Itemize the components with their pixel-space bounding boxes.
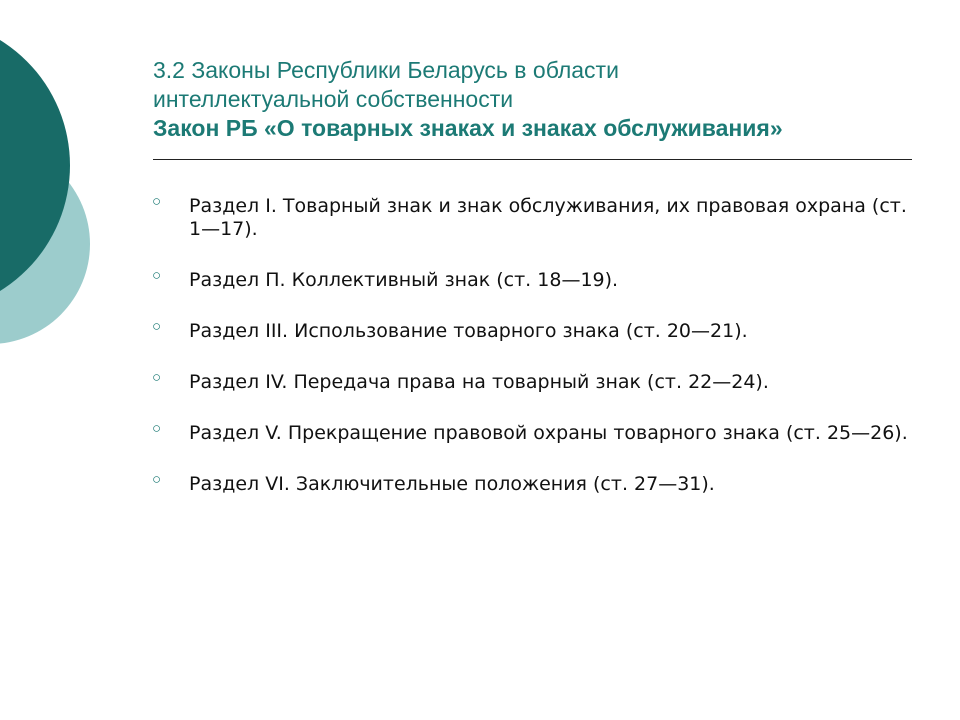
title-block [153, 56, 913, 143]
list-item [152, 269, 912, 292]
section-text: Раздел III. Использование товарного знака (ст. 20—21). [189, 320, 748, 342]
circle-bullet-icon: ○ [152, 369, 162, 386]
list-item [152, 195, 912, 241]
section-text: Раздел V. Прекращение правовой охраны товарного знака (ст. 25—26). [189, 422, 908, 444]
circle-bullet-icon: ○ [152, 267, 162, 284]
list-item [152, 320, 912, 343]
circle-bullet-icon: ○ [152, 318, 162, 335]
list-item [152, 422, 912, 445]
section-text: Раздел IV. Передача права на товарный знак (ст. 22—24). [189, 371, 769, 393]
circle-bullet-icon: ○ [152, 471, 162, 488]
slide-subtitle: Закон РБ «О товарных знаках и знаках обслуживания» [153, 115, 783, 141]
section-text: Раздел П. Коллективный знак (ст. 18—19). [189, 269, 619, 291]
circle-bullet-icon: ○ [152, 420, 162, 437]
circle-bullet-icon: ○ [152, 193, 162, 210]
slide-title-line-2: интеллектуальной собственности [153, 86, 514, 112]
section-text: Раздел I. Товарный знак и знак обслуживания, их правовая охрана (ст. 1—17). [189, 195, 907, 240]
list-item [152, 473, 912, 496]
list-item [152, 371, 912, 394]
section-text: Раздел VI. Заключительные положения (ст. 27—31). [189, 473, 715, 495]
section-list [152, 195, 912, 524]
slide-title-line-1: 3.2 Законы Республики Беларусь в области [153, 57, 619, 83]
title-divider [153, 159, 912, 160]
